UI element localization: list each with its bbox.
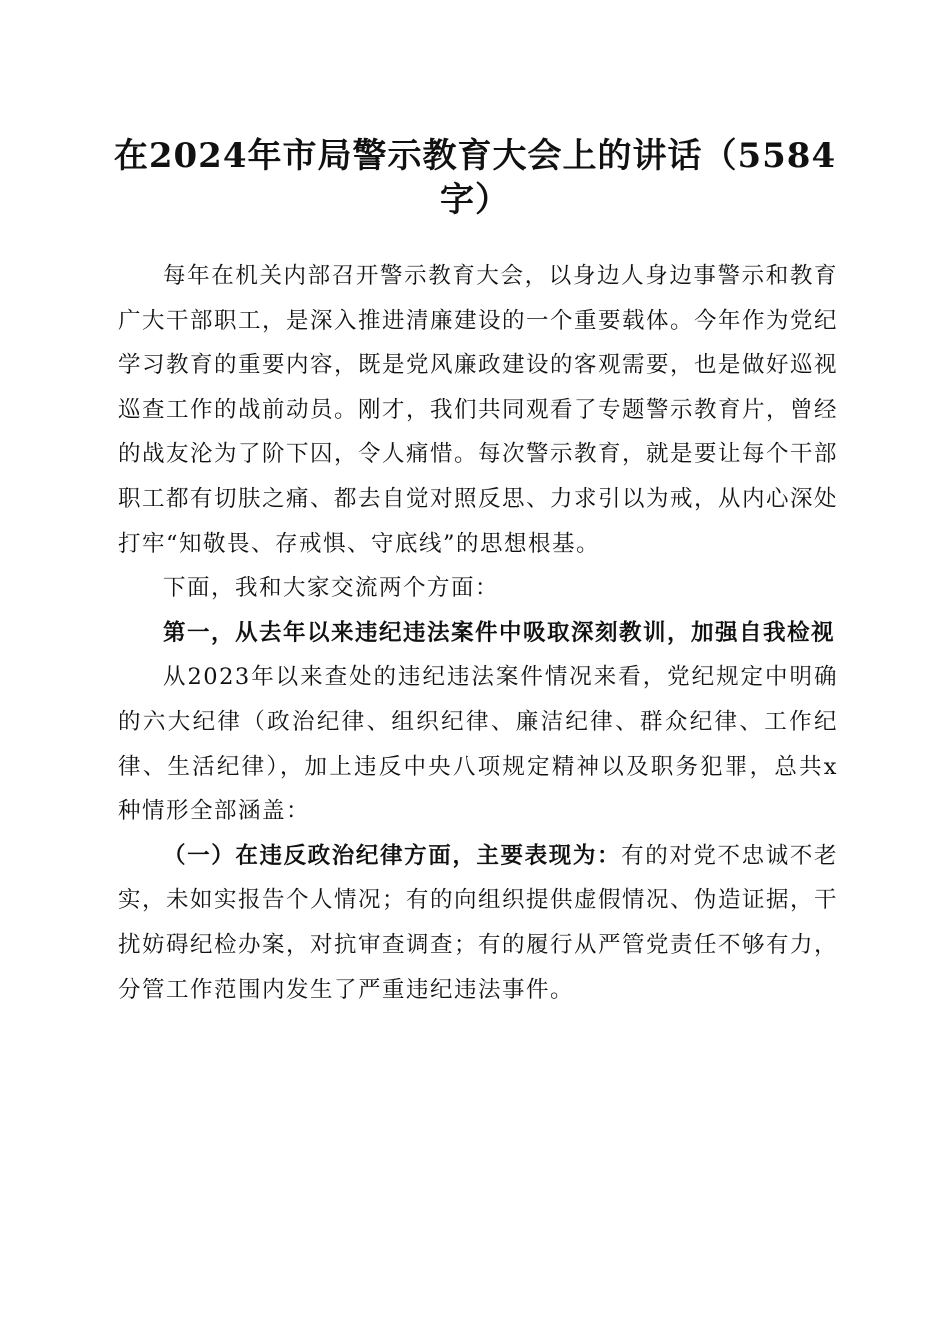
paragraph-transition: 下面，我和大家交流两个方面： — [163, 575, 500, 602]
document-body — [118, 254, 838, 1012]
paragraph-political-text: 有的对党不忠诚不老实，未如实报告个人情况；有的向组织提供虚假情况、伪造证据，干扰妨碍纪检办案，对抗审查调查；有的履行从严管党责任不够有力，分管工作范围内发生了严重违纪违法事件。 — [118, 842, 839, 1003]
paragraph-intro: 每年在机关内部召开警示教育大会，以身边人身边事警示和教育广大干部职工，是深入推进清廉建设的一个重要载体。今年作为党纪学习教育的重要内容，既是党风廉政建设的客观需要，也是做好巡视巡查工作的战前动员。刚才，我们共同观看了专题警示教育片，曾经的战友沦为了阶下囚，令人痛惜。每次警示教育，就是要让每个干部职工都有切肤之痛、都去自觉对照反思、力求引以为戒，从内心深处打牢“知敬畏、存戒惧、守底线”的思想根基。 — [118, 263, 839, 557]
paragraph-political-discipline — [118, 834, 838, 1012]
section-heading-first: 第一，从去年以来违纪违法案件中吸取深刻教训，加强自我检视 — [163, 619, 836, 646]
paragraph-case-overview: 从2023年以来查处的违纪违法案件情况来看，党纪规定中明确的六大纪律（政治纪律、组织纪律、廉洁纪律、群众纪律、工作纪律、生活纪律），加上违反中央八项规定精神以及职务犯罪，总共x种情形全部涵盖： — [118, 664, 838, 825]
subsection-lead-political: （一）在违反政治纪律方面，主要表现为： — [163, 842, 622, 869]
document-title: 在2024年市局警示教育大会上的讲话（5584字） — [113, 136, 837, 220]
